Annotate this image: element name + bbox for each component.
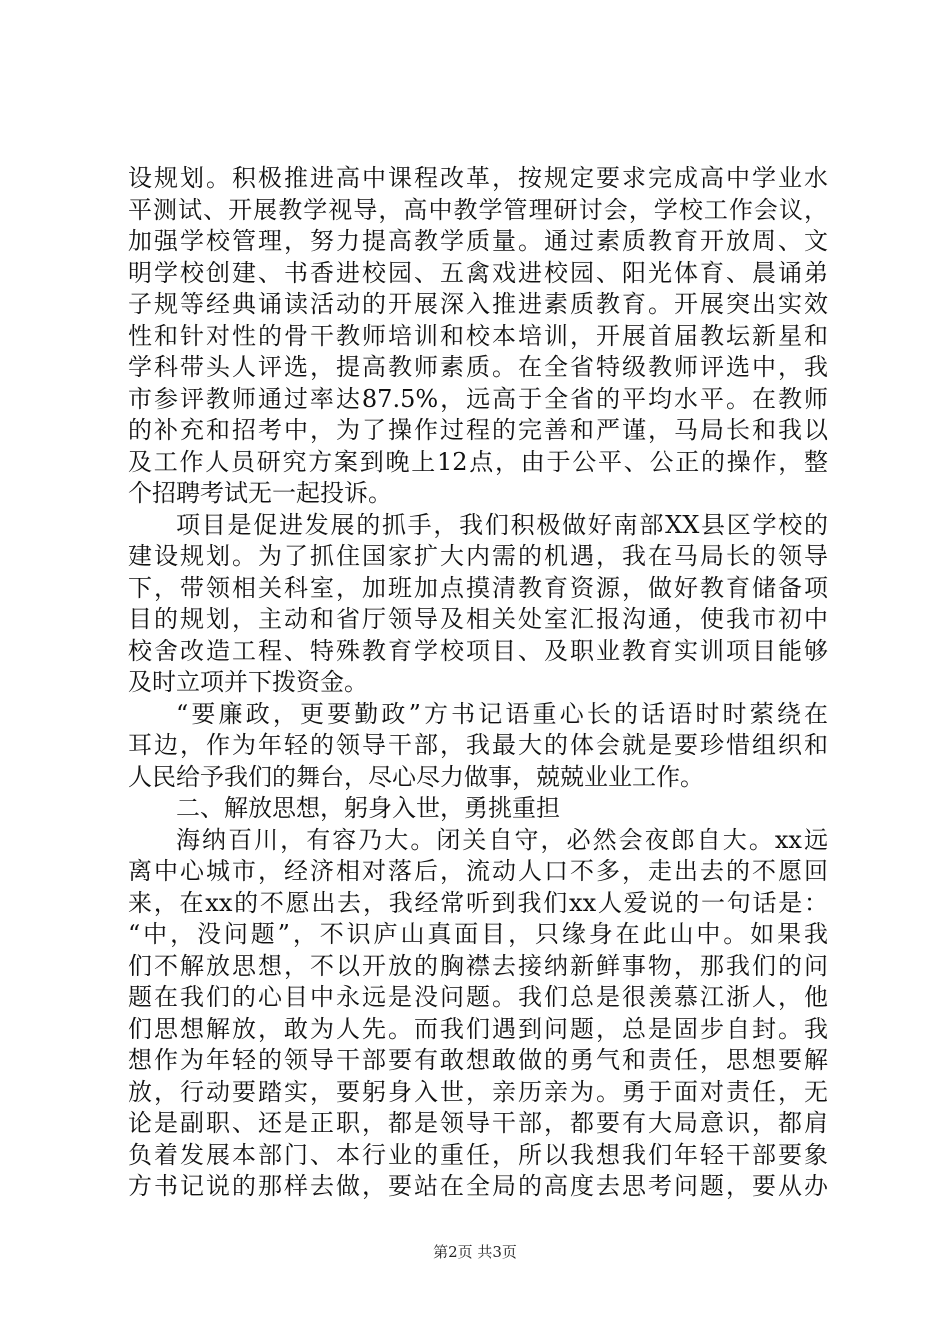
text-line: 目的规划，主动和省厅领导及相关处室汇报沟通，使我市初中 — [128, 605, 828, 633]
text-line: 想作为年轻的领导干部要有敢想敢做的勇气和责任，思想要解 — [128, 1046, 828, 1074]
text-line: 人民给予我们的舞台，尽心尽力做事，兢兢业业工作。 — [128, 762, 704, 791]
text-line: 论是副职、还是正职，都是领导干部，都要有大局意识，都肩 — [128, 1109, 828, 1137]
page-number-footer: 第2页 共3页 — [433, 1243, 517, 1261]
paragraph-first-line: 海纳百川，有容乃大。闭关自守，必然会夜郎自大。xx远 — [176, 825, 828, 854]
text-line: 负着发展本部门、本行业的重任，所以我想我们年轻干部要象 — [128, 1140, 828, 1169]
text-line: 建设规划。为了抓住国家扩大内需的机遇，我在马局长的领导 — [128, 542, 828, 570]
text-line: 方书记说的那样去做，要站在全局的高度去思考问题，要从办 — [128, 1172, 828, 1200]
text-line: 离中心城市，经济相对落后，流动人口不多，走出去的不愿回 — [128, 857, 828, 885]
document-body — [128, 163, 828, 1203]
text-line: 性和针对性的骨干教师培训和校本培训，开展首届教坛新星和 — [128, 321, 828, 350]
text-line: 耳边，作为年轻的领导干部，我最大的体会就是要珍惜组织和 — [128, 731, 828, 759]
text-line: 明学校创建、书香进校园、五禽戏进校园、阳光体育、晨诵弟 — [128, 258, 828, 287]
text-line: 放，行动要踏实，要躬身入世，亲历亲为。勇于面对责任，无 — [128, 1077, 828, 1106]
section-heading: 二、解放思想，躬身入世，勇挑重担 — [176, 794, 560, 822]
text-line: 下，带领相关科室，加班加点摸清教育资源，做好教育储备项 — [128, 573, 828, 602]
text-line: 市参评教师通过率达87.5%，远高于全省的平均水平。在教师 — [128, 384, 828, 413]
text-line: “中，没问题”，不识庐山真面目，只缘身在此山中。如果我 — [128, 920, 828, 948]
text-line: 学科带头人评选，提高教师素质。在全省特级教师评选中，我 — [128, 353, 828, 381]
paragraph-first-line: “要廉政，更要勤政”方书记语重心长的话语时时萦绕在 — [176, 699, 828, 728]
text-line: 及时立项并下拨资金。 — [128, 668, 368, 696]
text-line: 设规划。积极推进高中课程改革，按规定要求完成高中学业水 — [128, 164, 828, 192]
paragraph-first-line: 项目是促进发展的抓手，我们积极做好南部XX县区学校的 — [176, 510, 828, 539]
text-line: 平测试、开展教学视导，高中教学管理研讨会，学校工作会议， — [128, 195, 828, 224]
text-line: 题在我们的心目中永远是没问题。我们总是很羡慕江浙人，他 — [128, 983, 828, 1011]
text-line: 来，在xx的不愿出去，我经常听到我们xx人爱说的一句话是： — [128, 888, 828, 917]
text-line: 们不解放思想，不以开放的胸襟去接纳新鲜事物，那我们的问 — [128, 951, 828, 980]
text-line: 校舍改造工程、特殊教育学校项目、及职业教育实训项目能够 — [128, 636, 828, 665]
text-line: 子规等经典诵读活动的开展深入推进素质教育。开展突出实效 — [128, 290, 828, 318]
text-line: 及工作人员研究方案到晚上12点，由于公平、公正的操作，整 — [128, 447, 828, 476]
text-line: 的补充和招考中，为了操作过程的完善和严谨，马局长和我以 — [128, 416, 828, 444]
text-line: 加强学校管理，努力提高教学质量。通过素质教育开放周、文 — [128, 227, 828, 255]
text-line: 个招聘考试无一起投诉。 — [128, 479, 392, 507]
text-line: 们思想解放，敢为人先。而我们遇到问题，总是固步自封。我 — [128, 1014, 828, 1043]
